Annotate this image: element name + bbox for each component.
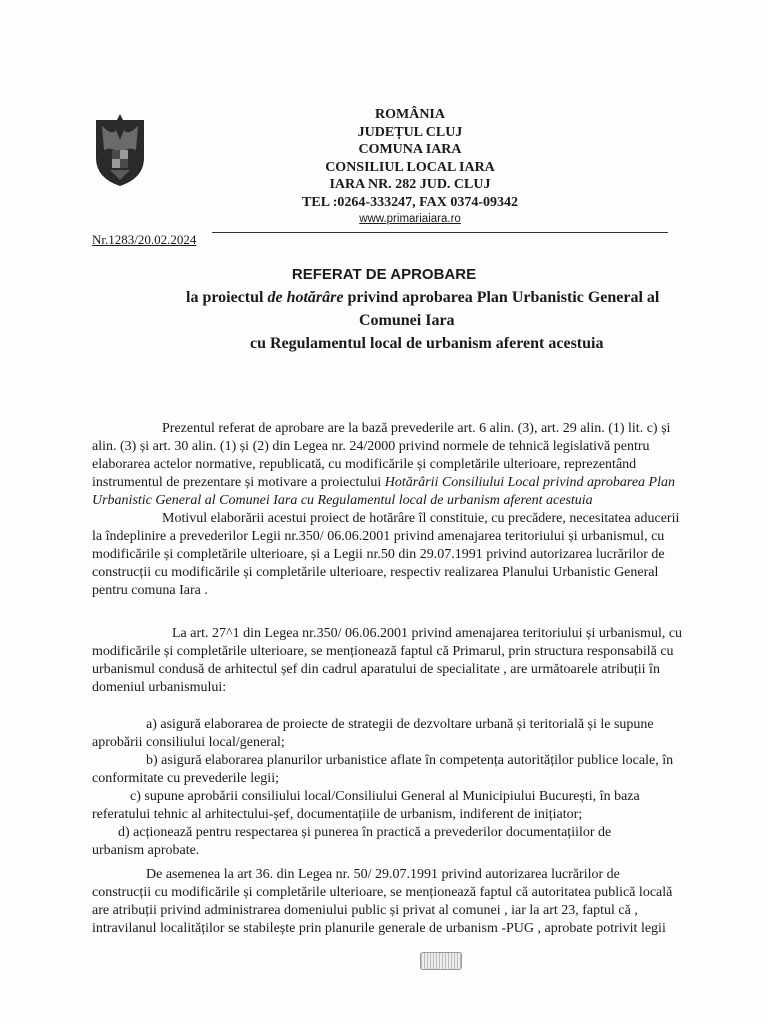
subtitle-part-c: privind aprobarea Plan Urbanistic General al — [343, 289, 660, 306]
list-item-c: c) supune aprobării consiliului local/Consiliului General al Municipiului București, în baza — [130, 789, 640, 804]
header-council: CONSILIUL LOCAL IARA — [325, 159, 495, 175]
institution-header — [240, 106, 580, 227]
paragraph-4-line: De asemenea la art 36. din Legea nr. 50/ 29.07.1991 privind autorizarea lucrărilor de — [146, 867, 620, 882]
subtitle-line-1 — [186, 289, 659, 307]
paragraph-1-italic: Hotărârii Consiliului Local privind aprobarea Plan — [384, 475, 675, 490]
paragraph-3-line: urbanismul condusă de arhitectul șef din cadrul aparatului de specialitate , are următoarele atribuții în — [92, 662, 660, 677]
paragraph-3-line: La art. 27^1 din Legea nr.350/ 06.06.2001 privind amenajarea teritoriului și urbanismul, cu — [172, 626, 683, 641]
paragraph-1-line: elaborarea actelor normative, republicată, cu modificările și completările ulterioare, reprezentând — [92, 457, 637, 472]
paragraph-2-line: modificările și completările ulterioare, și a Legii nr.50 din 29.07.1991 privind autorizarea lucrărilor de — [92, 547, 665, 562]
subtitle-part-b: de hotărâre — [267, 289, 344, 306]
paragraph-1-line: Prezentul referat de aprobare are la bază prevederile art. 6 alin. (3), art. 29 alin. (1) lit. c) și — [162, 421, 671, 436]
header-divider — [212, 232, 668, 233]
list-item-b: b) asigură elaborarea planurilor urbanistice aflate în competența autorităților publice locale, în — [146, 753, 674, 768]
paragraph-4-line: are atribuții privind administrarea domeniului public și privat al comunei , iar la art 23, faptul că , — [92, 903, 638, 918]
paragraph-1-text: instrumentul de prezentare și motivare a proiectului — [92, 475, 385, 490]
paragraph-2-line: la îndeplinire a prevederilor Legii nr.350/ 06.06.2001 privind amenajarea teritoriului și urbanismul, cu — [92, 529, 665, 544]
paragraph-2-line: Motivul elaborării acestui proiect de hotărâre îl constituie, cu precădere, necesitatea aducerii — [162, 511, 680, 526]
page-stamp-mark — [420, 952, 462, 970]
paragraph-1-line: Urbanistic General al Comunei Iara cu Regulamentul local de urbanism aferent acestuia — [92, 493, 593, 508]
paragraph-1-line: alin. (3) și art. 30 alin. (1) și (2) din Legea nr. 24/2000 privind normele de tehnică legislativă pentru — [92, 439, 650, 454]
paragraph-1-line — [92, 474, 675, 492]
list-item-d: urbanism aprobate. — [92, 843, 200, 858]
paragraph-3-line: modificările și completările ulterioare, se menționează faptul că Primarul, prin structura responsabilă cu — [92, 644, 674, 659]
document-title: REFERAT DE APROBARE — [291, 266, 477, 283]
paragraph-3-line: domeniul urbanismului: — [92, 680, 227, 695]
subtitle-part-a: la proiectul — [186, 289, 268, 306]
header-website-link[interactable]: www.primariaiara.ro — [359, 213, 461, 225]
list-item-b: conformitate cu prevederile legii; — [92, 771, 279, 786]
paragraph-4-line: intravilanul localităților se stabilește prin planurile generale de urbanism -PUG , aprobate potrivit legii — [92, 921, 666, 936]
list-item-a: aprobării consiliului local/general; — [92, 735, 285, 750]
header-address: IARA NR. 282 JUD. CLUJ — [329, 177, 491, 192]
list-item-d: d) acționează pentru respectarea și punerea în practică a prevederilor documentațiilor de — [118, 825, 612, 840]
list-item-a: a) asigură elaborarea de proiecte de strategii de dezvoltare urbană și teritorială și le supune — [146, 717, 654, 732]
romania-coat-of-arms-icon — [92, 110, 148, 188]
subtitle-line-2: Comunei Iara — [359, 312, 455, 329]
header-country: ROMÂNIA — [375, 107, 445, 122]
header-county: JUDEȚUL CLUJ — [357, 124, 463, 140]
paragraph-2-line: pentru comuna Iara . — [92, 583, 208, 598]
registration-number: Nr.1283/20.02.2024 — [92, 232, 197, 247]
paragraph-2-line: construcții cu modificările și completările ulterioare, respectiv realizarea Planului Urbanistic General — [92, 565, 659, 580]
paragraph-4-line: construcții cu modificările și completările ulterioare, se menționează faptul că autoritatea publică locală — [92, 885, 673, 900]
header-commune: COMUNA IARA — [358, 142, 462, 157]
header-phone: TEL :0264-333247, FAX 0374-09342 — [302, 194, 518, 210]
subtitle-line-3: cu Regulamentul local de urbanism aferent acestuia — [250, 335, 604, 352]
list-item-c: referatului tehnic al arhitectului-șef, documentațiile de urbanism, indiferent de inițiator; — [92, 807, 583, 822]
